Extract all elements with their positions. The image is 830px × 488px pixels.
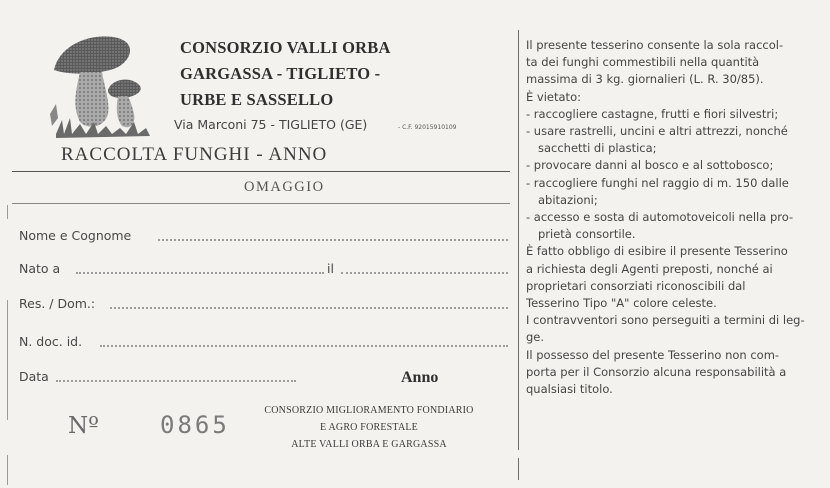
rules-line: - accesso e sosta di automotoveicoli nella pro- [526, 210, 794, 225]
margin-mark [7, 300, 8, 420]
org-name-line3: URBE E SASSELLO [180, 90, 334, 109]
born-on-label: il [327, 261, 334, 276]
tax-code: - C.F. 92015910109 [398, 124, 457, 131]
margin-mark [7, 455, 8, 485]
rules-line: proprietari consorziati riconoscibili dal [526, 278, 746, 293]
rules-line: porta per il Consorzio alcuna responsabilità a [526, 364, 787, 379]
birthdate-field[interactable] [341, 272, 508, 274]
issuer-line2: E AGRO FORESTALE [320, 422, 418, 433]
rules-line: Il possesso del presente Tesserino non com- [526, 347, 780, 362]
rules-line: a richiesta degli Agenti preposti, nonché ai [526, 261, 773, 276]
date-label: Data [19, 369, 49, 384]
org-address: Via Marconi 75 - TIGLIETO (GE) [174, 117, 368, 132]
rules-line: - raccogliere funghi nel raggio di m. 150 dalle [526, 175, 789, 190]
rules-line: qualsiasi titolo. [526, 382, 613, 397]
subheading-rule [12, 203, 510, 204]
org-name-line1: CONSORZIO VALLI ORBA [180, 38, 391, 57]
section-divider [518, 458, 519, 480]
born-label: Nato a [19, 261, 61, 276]
issuer-line1: CONSORZIO MIGLIORAMENTO FONDIARIO [264, 405, 474, 416]
rules-line: È vietato: [526, 89, 581, 104]
margin-mark [7, 205, 8, 219]
rules-line: ta dei funghi commestibili nella quantità [526, 55, 760, 70]
rules-line: Il presente tesserino consente la sola raccol- [526, 38, 784, 52]
year-label: Anno [401, 369, 439, 386]
org-name-line2: GARGASSA - TIGLIETO - [180, 64, 381, 83]
rules-line: I contravventori sono perseguiti a termini di leg- [526, 313, 805, 328]
residence-field[interactable] [110, 307, 508, 309]
issuer-line3: ALTE VALLI ORBA E GARGASSA [291, 439, 447, 450]
section-divider [518, 30, 519, 450]
rules-line: massima di 3 kg. giornalieri (L. R. 30/85). [526, 72, 764, 87]
name-field[interactable] [158, 239, 508, 241]
rules-line: - raccogliere castagne, frutti e fiori silvestri; [526, 106, 779, 121]
rules-line: prietà consortile. [538, 227, 636, 242]
rules-line: Tesserino Tipo "A" colore celeste. [526, 296, 717, 311]
date-field[interactable] [56, 380, 296, 382]
rules-line: È fatto obbligo di esibire il presente Tesserino [526, 244, 788, 259]
birthplace-field[interactable] [76, 272, 324, 274]
serial-label: Nº [68, 413, 99, 439]
residence-label: Res. / Dom.: [19, 296, 96, 311]
card-subheading: OMAGGIO [244, 179, 325, 195]
heading-rule [12, 171, 510, 172]
mushroom-logo-icon [46, 30, 164, 148]
serial-number: 0865 [160, 411, 230, 439]
name-label: Nome e Cognome [19, 228, 132, 243]
card-heading: RACCOLTA FUNGHI - ANNO [61, 144, 328, 165]
rules-line: abitazioni; [538, 192, 598, 207]
rules-line: sacchetti di plastica; [538, 141, 657, 156]
rules-line: - provocare danni al bosco e al sottobosco; [526, 158, 774, 173]
doc-number-field[interactable] [100, 345, 508, 347]
permit-rules [526, 37, 824, 398]
rules-line: ge. [526, 330, 545, 345]
doc-label: N. doc. id. [19, 334, 83, 349]
rules-line: - usare rastrelli, uncini e altri attrezzi, nonché [526, 124, 788, 139]
